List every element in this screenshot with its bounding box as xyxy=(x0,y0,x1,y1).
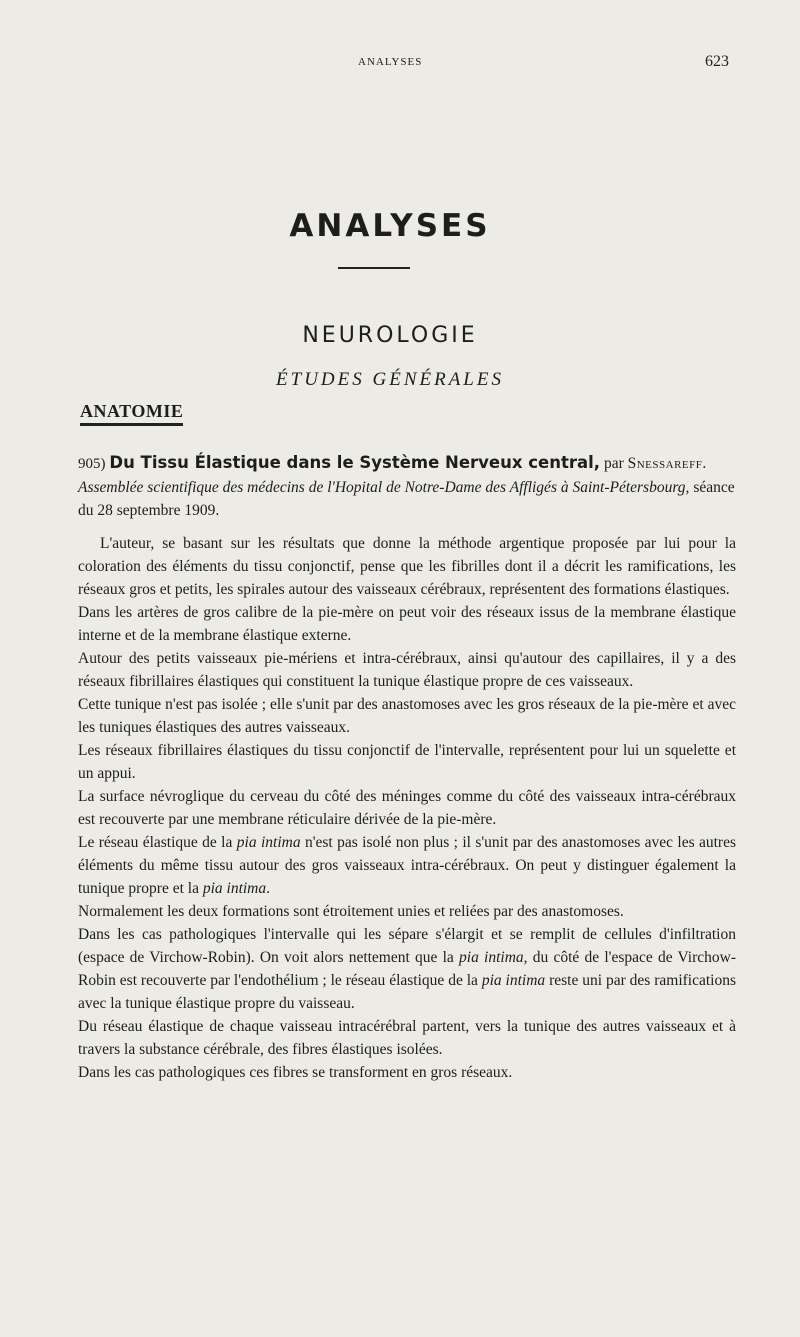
paragraph-text: Dans les artères de gros calibre de la pie-mère on peut voir des réseaux issus de la membrane élastique interne et de la membrane élastique externe. xyxy=(78,604,736,644)
section-title: NEUROLOGIE xyxy=(302,323,478,348)
body-paragraph xyxy=(78,601,736,647)
paragraph-text: Les réseaux fibrillaires élastiques du tissu conjonctif de l'intervalle, représentent pour lui un squelette et un appui. xyxy=(78,742,736,782)
body-paragraph xyxy=(78,831,736,900)
entry-by: par xyxy=(603,455,624,472)
paragraph-text: L'auteur, se basant sur les résultats que donne la méthode argentique proposée par lui pour la coloration des éléments du tissu conjonctif, pense que les fibrilles dont il a décrit les ramifications, les réseaux gros et petits, les spirales autour des vaisseaux cérébraux, représentent des formations élastiques. xyxy=(78,535,736,598)
body-paragraph xyxy=(78,923,736,1015)
abstract-body xyxy=(78,532,736,1084)
entry-number: 905) xyxy=(78,456,106,472)
page-number: 623 xyxy=(705,53,729,70)
italic-term: pia intima xyxy=(481,972,546,989)
paragraph-text: Dans les cas pathologiques l'intervalle qui les sépare s'élargit et se remplit de cellules d'infiltration (espace de Virchow-Robin). On voit alors nettement que la xyxy=(78,926,736,966)
body-paragraph xyxy=(78,1061,736,1084)
body-paragraph xyxy=(78,900,736,923)
body-paragraph xyxy=(78,785,736,831)
body-paragraph xyxy=(78,1015,736,1061)
paragraph-text: n'est pas isolé non plus ; il s'unit par des anastomoses avec les autres éléments du même tissu autour des gros vaisseaux intra-cérébraux. On peut y distinguer également la tunique propre et la xyxy=(78,834,737,897)
entry-date: séance du 28 septembre 1909. xyxy=(78,479,735,519)
paragraph-text: Du réseau élastique de chaque vaisseau intracérébral partent, vers la tunique des autres vaisseaux et à travers la substance cérébrale, des fibres élastiques isolées. xyxy=(78,1018,736,1058)
paragraph-text: , du côté de l'espace de Virchow-Robin est recouverte par l'endothélium ; le réseau élastique de la xyxy=(78,949,737,989)
entry-author: Snessareff. xyxy=(627,455,707,472)
paragraph-text: Cette tunique n'est pas isolée ; elle s'unit par des anastomoses avec les gros réseaux de la pie-mère et avec les tuniques élastiques des autres vaisseaux. xyxy=(78,696,736,736)
paragraph-text: Le réseau élastique de la xyxy=(78,834,237,851)
rubric-heading: ANATOMIE xyxy=(80,400,183,426)
paragraph-text: Normalement les deux formations sont étroitement unies et reliées par des anastomoses. xyxy=(78,903,624,920)
body-paragraph xyxy=(78,532,736,601)
body-paragraph xyxy=(78,647,736,693)
body-paragraph xyxy=(78,739,736,785)
italic-term: pia intima xyxy=(236,834,301,851)
paragraph-text: . xyxy=(266,880,270,897)
paragraph-text: La surface névroglique du cerveau du côté des méninges comme du côté des vaisseaux intra-cérébraux est recouverte par une membrane réticulaire dérivée de la pie-mère. xyxy=(78,788,736,828)
italic-term: pia intima xyxy=(459,949,524,966)
entry-source: Assemblée scientifique des médecins de l'Hopital de Notre-Dame des Affligés à Saint-Pétersbourg, xyxy=(78,479,690,496)
paragraph-text: Autour des petits vaisseaux pie-mériens et intra-cérébraux, ainsi qu'autour des capillaires, il y a des réseaux fibrillaires élastiques qui constituent la tunique élastique propre de ces vaisseaux. xyxy=(78,650,736,690)
entry-title: Du Tissu Élastique dans le Système Nerveux central, xyxy=(109,453,601,472)
paragraph-text: Dans les cas pathologiques ces fibres se transforment en gros réseaux. xyxy=(78,1064,513,1081)
subsection-title: ÉTUDES GÉNÉRALES xyxy=(276,369,504,390)
main-title: ANALYSES xyxy=(289,208,491,244)
running-title: ANALYSES xyxy=(358,56,423,68)
entry-header xyxy=(78,451,736,522)
body-paragraph xyxy=(78,693,736,739)
title-divider xyxy=(338,267,410,269)
italic-term: pia intima xyxy=(202,880,267,897)
paragraph-text: reste uni par des ramifications avec la tunique élastique propre du vaisseau. xyxy=(78,972,736,1012)
running-header xyxy=(0,53,800,76)
